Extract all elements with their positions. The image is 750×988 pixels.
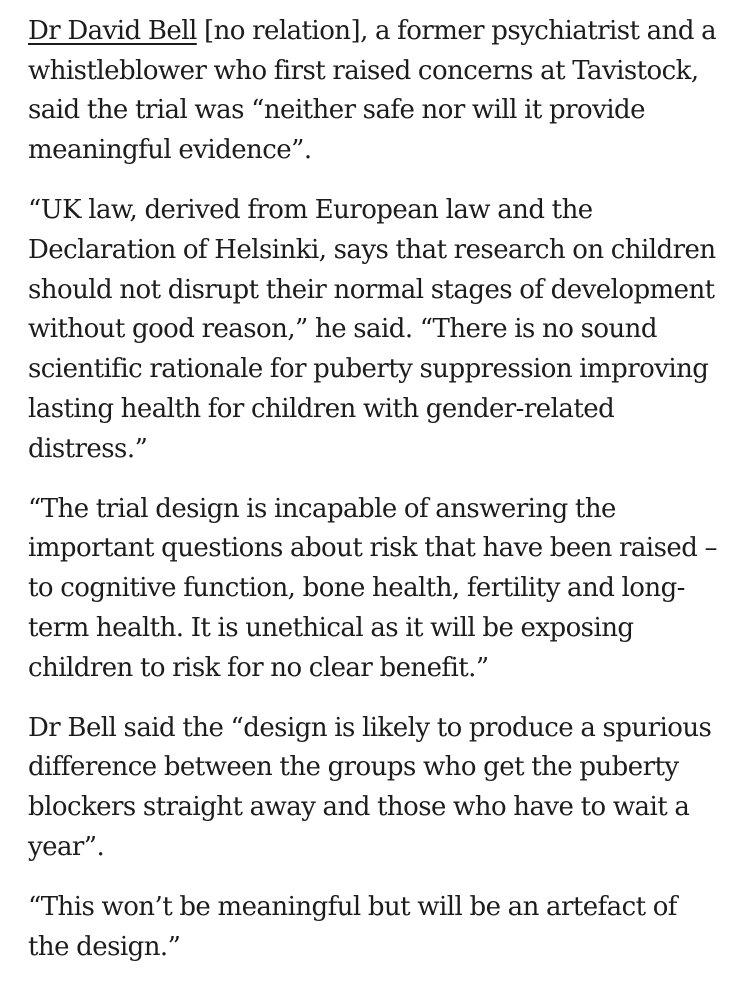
paragraph-4-line: Dr Bell said the “design is likely to produce a spurious [28, 712, 712, 743]
paragraph-4 [28, 709, 750, 868]
paragraph-3-line: children to risk for no clear benefit.” [28, 652, 489, 683]
paragraph-1 [28, 12, 750, 171]
paragraph-4-line: year”. [28, 831, 105, 862]
paragraph-2 [28, 191, 750, 469]
paragraph-2-line: “UK law, derived from European law and the [28, 195, 593, 226]
paragraph-5-line: “This won’t be meaningful but will be an artefact of [28, 892, 677, 923]
paragraph-5-line: the design.” [28, 931, 181, 962]
paragraph-1-line-3: said the trial was “neither safe nor will it provide [28, 95, 645, 126]
paragraph-2-line: lasting health for children with gender-related [28, 393, 615, 424]
paragraph-2-line: without good reason,” he said. “There is no sound [28, 314, 657, 345]
david-bell-link[interactable]: Dr David Bell [28, 16, 197, 46]
paragraph-3-line: “The trial design is incapable of answering the [28, 493, 616, 524]
paragraph-1-line-1 [28, 12, 750, 52]
paragraph-3 [28, 490, 750, 689]
paragraph-5 [28, 888, 750, 967]
paragraph-1-line-1-text: [no relation], a former psychiatrist and a [196, 16, 717, 46]
paragraph-1-line-4: meaningful evidence”. [28, 135, 312, 166]
paragraph-3-line: important questions about risk that have been raised – [28, 533, 717, 564]
paragraph-4-line: difference between the groups who get the puberty [28, 752, 679, 783]
paragraph-2-line: scientific rationale for puberty suppression improving [28, 354, 709, 385]
paragraph-2-line: distress.” [28, 433, 148, 464]
paragraph-1-line-2: whistleblower who first raised concerns at Tavistock, [28, 55, 699, 86]
paragraph-3-line: term health. It is unethical as it will be exposing [28, 612, 634, 643]
article-body [28, 12, 750, 988]
paragraph-3-line: to cognitive function, bone health, fertility and long- [28, 573, 685, 604]
paragraph-2-line: Declaration of Helsinki, says that research on children [28, 235, 716, 266]
paragraph-2-line: should not disrupt their normal stages of development [28, 274, 715, 305]
paragraph-4-line: blockers straight away and those who have to wait a [28, 792, 690, 823]
